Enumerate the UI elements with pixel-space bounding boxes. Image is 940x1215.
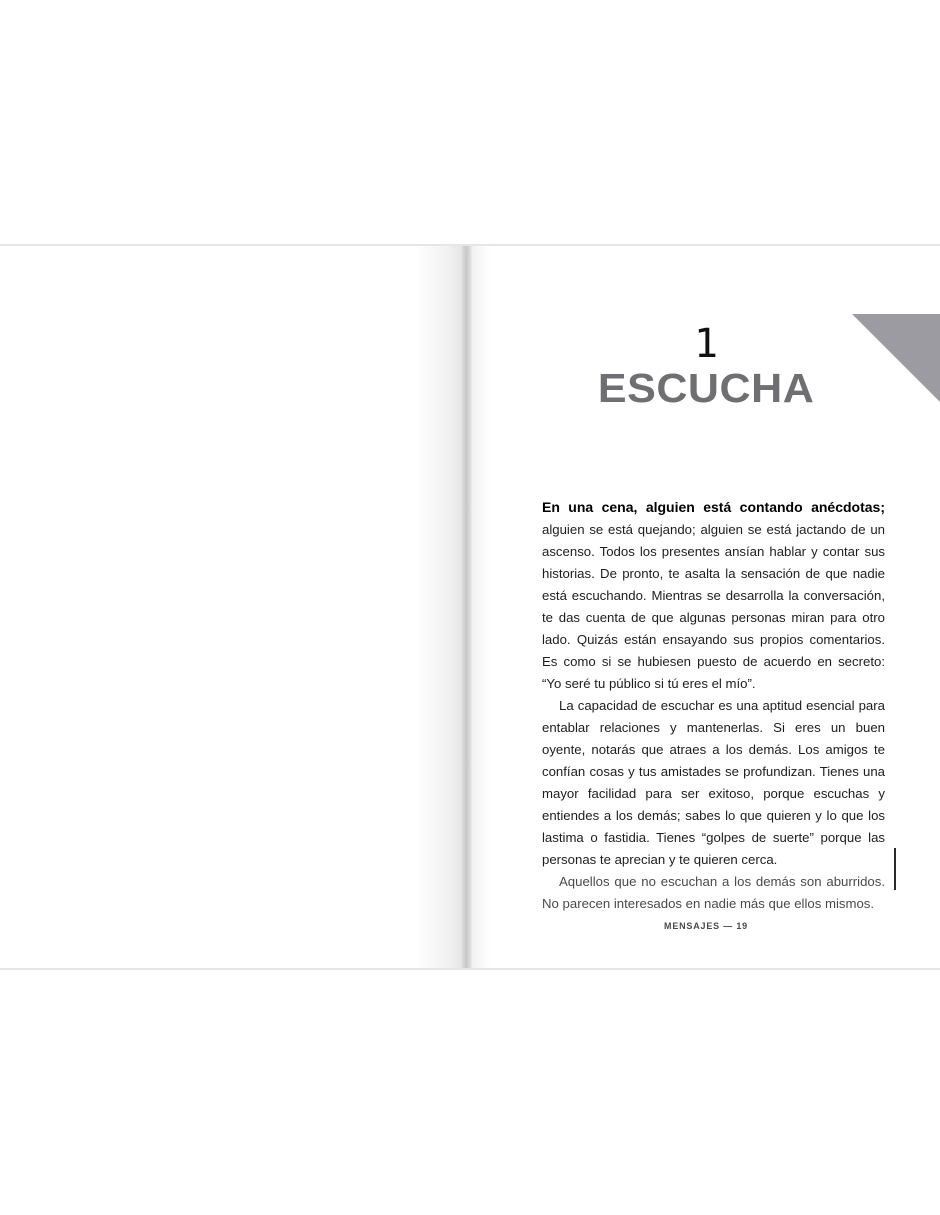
lead-sentence: En una cena, alguien está contando anécdotas; (542, 499, 885, 515)
chapter-number: 1 (693, 321, 719, 367)
paragraph-1 (542, 496, 885, 695)
chapter-body (542, 496, 885, 915)
chapter-title-text: ESCUCHA (597, 365, 815, 411)
page-footer: MENSAJES — 19 (664, 921, 748, 931)
paragraph-1-text: alguien se está quejando; alguien se está jactando de un ascenso. Todos los presentes ansían hablar y contar sus historias. De pronto, te asalta la sensación de que nadie está escuchando. Mientras se desarrolla la conversación, te das cuenta de que algunas personas miran para otro lado. Quizás están ensayando sus propios comentarios. Es como si se hubiesen puesto de acuerdo en secreto: “Yo seré tu público si tú eres el mío”. (542, 522, 885, 691)
paragraph-3: Aquellos que no escuchan a los demás son aburridos. No parecen interesados en nadie más que ellos mismos. (542, 874, 885, 911)
margin-marker (894, 848, 896, 890)
right-page (472, 246, 940, 968)
left-page (0, 246, 462, 968)
chapter-title (472, 365, 940, 411)
paragraph-2: La capacidad de escuchar es una aptitud esencial para entablar relaciones y mantenerlas. Si eres un buen oyente, notarás que atraes a los demás. Los amigos te confían cosas y tus amistades se profundizan. Tienes una mayor facilidad para ser exitoso, porque escuchas y entiendes a los demás; sabes lo que quieren y lo que los lastima o fastidia. Tienes “golpes de suerte” porque las personas te aprecian y te quieren cerca. (542, 698, 885, 867)
book-gutter (462, 246, 472, 968)
book-spread (0, 244, 940, 970)
